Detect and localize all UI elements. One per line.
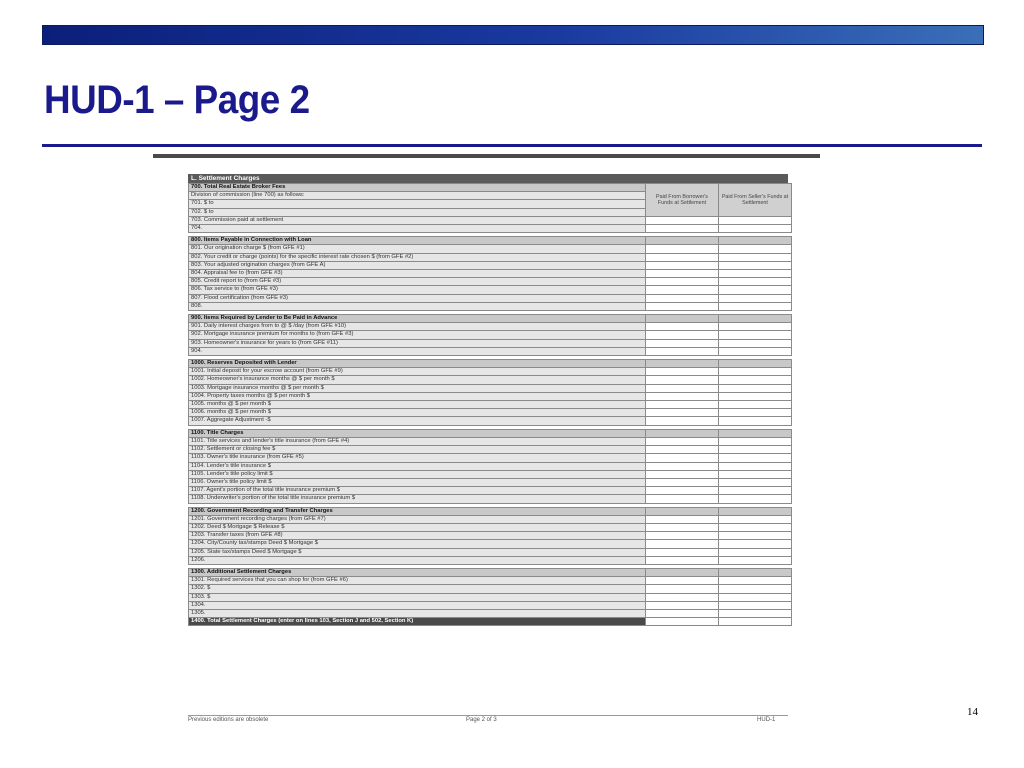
line-item-label: 808. — [189, 302, 646, 310]
line-item-label: 1006. months @ $ per month $ — [189, 409, 646, 417]
line-item-label: 1004. Property taxes months @ $ per month $ — [189, 392, 646, 400]
amount-cell-seller[interactable] — [719, 454, 792, 462]
amount-cell-seller[interactable] — [719, 601, 792, 609]
hud1-form-page — [188, 174, 788, 626]
group-header-label: 900. Items Required by Lender to Be Paid in Advance — [189, 315, 646, 323]
amount-cell-seller[interactable] — [719, 556, 792, 564]
amount-cell-seller[interactable] — [719, 347, 792, 355]
amount-cell-seller[interactable] — [719, 278, 792, 286]
amount-cell-seller[interactable] — [719, 339, 792, 347]
line-item-row — [189, 495, 792, 503]
line-item-row — [189, 437, 792, 445]
line-item-row — [189, 593, 792, 601]
amount-cell-seller[interactable] — [719, 585, 792, 593]
footer-form-name: HUD-1 — [757, 717, 776, 723]
amount-cell-seller[interactable] — [719, 302, 792, 310]
line-item-row — [189, 556, 792, 564]
amount-cell-borrower[interactable] — [646, 417, 719, 425]
amount-cell-borrower — [646, 507, 719, 515]
amount-cell-borrower[interactable] — [646, 401, 719, 409]
column-header-seller: Paid From Seller's Funds at Settlement — [719, 184, 792, 217]
line-item-label: 903. Homeowner's insurance for years to (from GFE #11) — [189, 339, 646, 347]
group-header-row — [189, 315, 792, 323]
amount-cell-borrower[interactable] — [646, 216, 719, 224]
line-item-label: 904. — [189, 347, 646, 355]
footer-obsolete-note: Previous editions are obsolete — [188, 717, 269, 723]
amount-cell-seller[interactable] — [719, 478, 792, 486]
amount-cell-borrower[interactable] — [646, 609, 719, 617]
line-item-label: 1108. Underwriter's portion of the total title insurance premium $ — [189, 495, 646, 503]
slide-page-number: 14 — [967, 706, 978, 718]
line-item-row — [189, 376, 792, 384]
amount-cell-seller[interactable] — [719, 270, 792, 278]
amount-cell-seller — [719, 360, 792, 368]
amount-cell-borrower[interactable] — [646, 548, 719, 556]
amount-cell-seller[interactable] — [719, 609, 792, 617]
amount-cell-borrower[interactable] — [646, 601, 719, 609]
amount-cell-seller[interactable] — [719, 245, 792, 253]
amount-cell-seller[interactable] — [719, 286, 792, 294]
amount-cell-seller — [719, 507, 792, 515]
line-item-label: 1202. Deed $ Mortgage $ Release $ — [189, 523, 646, 531]
total-cell-seller[interactable] — [719, 618, 792, 626]
line-item-row — [189, 478, 792, 486]
line-item-row — [189, 577, 792, 585]
amount-cell-seller[interactable] — [719, 523, 792, 531]
line-item-row — [189, 446, 792, 454]
line-item-label: 1106. Owner's title policy limit $ — [189, 478, 646, 486]
total-settlement-label: 1400. Total Settlement Charges (enter on lines 103, Section J and 502, Section K) — [189, 618, 646, 626]
amount-cell-seller[interactable] — [719, 470, 792, 478]
line-item-label: 1003. Mortgage insurance months @ $ per month $ — [189, 384, 646, 392]
amount-cell-borrower[interactable] — [646, 470, 719, 478]
amount-cell-seller[interactable] — [719, 376, 792, 384]
group-header-label: 1100. Title Charges — [189, 429, 646, 437]
total-settlement-row — [189, 618, 792, 626]
line-item-row — [189, 286, 792, 294]
amount-cell-borrower[interactable] — [646, 384, 719, 392]
top-banner-bar — [42, 25, 984, 45]
amount-cell-borrower[interactable] — [646, 446, 719, 454]
line-item-label: 807. Flood certification (from GFE #3) — [189, 294, 646, 302]
amount-cell-borrower[interactable] — [646, 515, 719, 523]
amount-cell-seller[interactable] — [719, 487, 792, 495]
amount-cell-borrower[interactable] — [646, 286, 719, 294]
amount-cell-seller[interactable] — [719, 225, 792, 233]
document-top-rule — [153, 154, 820, 158]
amount-cell-seller[interactable] — [719, 323, 792, 331]
amount-cell-borrower[interactable] — [646, 302, 719, 310]
group-header-label: 1000. Reserves Deposited with Lender — [189, 360, 646, 368]
amount-cell-seller[interactable] — [719, 253, 792, 261]
line-item-row — [189, 487, 792, 495]
line-item-label: 1107. Agent's portion of the total title insurance premium $ — [189, 487, 646, 495]
line-item-label: 1302. $ — [189, 585, 646, 593]
line-item-row — [189, 515, 792, 523]
line-item-label: Division of commission (line 700) as follows: — [189, 192, 646, 200]
amount-cell-borrower[interactable] — [646, 339, 719, 347]
line-item-row — [189, 523, 792, 531]
line-item-label: 902. Mortgage insurance premium for months to (from GFE #3) — [189, 331, 646, 339]
amount-cell-borrower — [646, 315, 719, 323]
line-item-row — [189, 245, 792, 253]
amount-cell-borrower[interactable] — [646, 270, 719, 278]
line-item-row — [189, 253, 792, 261]
line-item-row — [189, 532, 792, 540]
line-item-label: 704. — [189, 225, 646, 233]
line-item-label: 703. Commission paid at settlement — [189, 216, 646, 224]
group-header-row — [189, 507, 792, 515]
slide-title: HUD-1 – Page 2 — [44, 78, 310, 122]
line-item-row — [189, 270, 792, 278]
settlement-charges-table — [188, 183, 792, 626]
amount-cell-seller[interactable] — [719, 540, 792, 548]
amount-cell-borrower[interactable] — [646, 376, 719, 384]
line-item-row — [189, 339, 792, 347]
amount-cell-seller[interactable] — [719, 261, 792, 269]
amount-cell-seller[interactable] — [719, 593, 792, 601]
amount-cell-borrower[interactable] — [646, 294, 719, 302]
amount-cell-borrower[interactable] — [646, 523, 719, 531]
footer-page-indicator: Page 2 of 3 — [466, 717, 497, 723]
line-item-row — [189, 409, 792, 417]
amount-cell-seller[interactable] — [719, 495, 792, 503]
line-item-row — [189, 609, 792, 617]
line-item-row — [189, 417, 792, 425]
group-header-label: 1300. Additional Settlement Charges — [189, 568, 646, 576]
line-item-row — [189, 601, 792, 609]
amount-cell-borrower — [646, 429, 719, 437]
group-header-label: 800. Items Payable in Connection with Loan — [189, 237, 646, 245]
amount-cell-seller[interactable] — [719, 216, 792, 224]
line-item-label: 1201. Government recording charges (from GFE #7) — [189, 515, 646, 523]
line-item-label: 1305. — [189, 609, 646, 617]
amount-cell-borrower[interactable] — [646, 261, 719, 269]
group-header-row — [189, 429, 792, 437]
group-header-row — [189, 237, 792, 245]
title-underline — [42, 144, 982, 147]
line-item-row — [189, 294, 792, 302]
amount-cell-borrower — [646, 360, 719, 368]
settlement-charges-header: L. Settlement Charges — [188, 174, 788, 183]
line-item-row — [189, 401, 792, 409]
amount-cell-borrower[interactable] — [646, 392, 719, 400]
amount-cell-borrower[interactable] — [646, 478, 719, 486]
amount-cell-seller[interactable] — [719, 384, 792, 392]
amount-cell-borrower — [646, 568, 719, 576]
amount-cell-borrower[interactable] — [646, 331, 719, 339]
line-item-row — [189, 347, 792, 355]
line-item-label: 802. Your credit or charge (points) for the specific interest rate chosen $ (from GFE #2) — [189, 253, 646, 261]
amount-cell-borrower — [646, 237, 719, 245]
amount-cell-seller[interactable] — [719, 294, 792, 302]
amount-cell-borrower[interactable] — [646, 585, 719, 593]
line-item-label: 1204. City/County tax/stamps Deed $ Mortgage $ — [189, 540, 646, 548]
amount-cell-seller[interactable] — [719, 392, 792, 400]
line-item-row — [189, 392, 792, 400]
line-item-row — [189, 278, 792, 286]
line-item-label: 803. Your adjusted origination charges (from GFE A) — [189, 261, 646, 269]
amount-cell-borrower[interactable] — [646, 368, 719, 376]
amount-cell-seller[interactable] — [719, 437, 792, 445]
amount-cell-borrower[interactable] — [646, 347, 719, 355]
amount-cell-seller[interactable] — [719, 462, 792, 470]
line-item-label: 702. $ to — [189, 208, 646, 216]
line-item-row — [189, 548, 792, 556]
line-item-label: 1005. months @ $ per month $ — [189, 401, 646, 409]
amount-cell-borrower[interactable] — [646, 323, 719, 331]
line-item-label: 1105. Lender's title policy limit $ — [189, 470, 646, 478]
line-item-label: 806. Tax service to (from GFE #3) — [189, 286, 646, 294]
line-item-label: 1303. $ — [189, 593, 646, 601]
line-item-label: 1206. — [189, 556, 646, 564]
amount-cell-borrower[interactable] — [646, 278, 719, 286]
line-item-row — [189, 470, 792, 478]
amount-cell-borrower[interactable] — [646, 245, 719, 253]
column-header-borrower: Paid From Borrower's Funds at Settlement — [646, 184, 719, 217]
line-item-row — [189, 261, 792, 269]
amount-cell-borrower[interactable] — [646, 462, 719, 470]
amount-cell-borrower[interactable] — [646, 437, 719, 445]
footer-rule — [188, 715, 788, 716]
amount-cell-seller[interactable] — [719, 401, 792, 409]
line-item-row — [189, 368, 792, 376]
line-item-row — [189, 302, 792, 310]
line-item-row — [189, 216, 792, 224]
amount-cell-seller — [719, 315, 792, 323]
amount-cell-seller[interactable] — [719, 409, 792, 417]
amount-cell-borrower[interactable] — [646, 532, 719, 540]
amount-cell-borrower[interactable] — [646, 253, 719, 261]
line-item-label: 1001. Initial deposit for your escrow account (from GFE #9) — [189, 368, 646, 376]
amount-cell-borrower[interactable] — [646, 593, 719, 601]
group-header-row — [189, 184, 792, 192]
line-item-row — [189, 384, 792, 392]
group-header-row — [189, 568, 792, 576]
amount-cell-seller[interactable] — [719, 368, 792, 376]
amount-cell-borrower[interactable] — [646, 556, 719, 564]
line-item-label: 1304. — [189, 601, 646, 609]
amount-cell-seller — [719, 568, 792, 576]
amount-cell-seller[interactable] — [719, 446, 792, 454]
amount-cell-seller[interactable] — [719, 532, 792, 540]
line-item-row — [189, 323, 792, 331]
line-item-row — [189, 454, 792, 462]
amount-cell-borrower[interactable] — [646, 487, 719, 495]
amount-cell-seller[interactable] — [719, 417, 792, 425]
amount-cell-seller[interactable] — [719, 577, 792, 585]
amount-cell-seller — [719, 429, 792, 437]
amount-cell-borrower[interactable] — [646, 409, 719, 417]
amount-cell-borrower[interactable] — [646, 540, 719, 548]
line-item-label: 1007. Aggregate Adjustment -$ — [189, 417, 646, 425]
line-item-label: 1102. Settlement or closing fee $ — [189, 446, 646, 454]
line-item-label: 1205. State tax/stamps Deed $ Mortgage $ — [189, 548, 646, 556]
line-item-label: 804. Appraisal fee to (from GFE #3) — [189, 270, 646, 278]
line-item-label: 801. Our origination charge $ (from GFE #1) — [189, 245, 646, 253]
line-item-row — [189, 540, 792, 548]
group-header-row — [189, 360, 792, 368]
amount-cell-borrower[interactable] — [646, 495, 719, 503]
line-item-label: 1104. Lender's title insurance $ — [189, 462, 646, 470]
line-item-label: 1301. Required services that you can shop for (from GFE #6) — [189, 577, 646, 585]
line-item-label: 1002. Homeowner's insurance months @ $ per month $ — [189, 376, 646, 384]
line-item-label: 1101. Title services and lender's title insurance (from GFE #4) — [189, 437, 646, 445]
line-item-label: 805. Credit report to (from GFE #3) — [189, 278, 646, 286]
line-item-label: 1203. Transfer taxes (from GFE #8) — [189, 532, 646, 540]
group-header-label: 700. Total Real Estate Broker Fees — [189, 184, 646, 192]
amount-cell-borrower[interactable] — [646, 225, 719, 233]
group-header-label: 1200. Government Recording and Transfer Charges — [189, 507, 646, 515]
line-item-row — [189, 585, 792, 593]
amount-cell-borrower[interactable] — [646, 577, 719, 585]
amount-cell-seller[interactable] — [719, 548, 792, 556]
total-cell-borrower[interactable] — [646, 618, 719, 626]
line-item-row — [189, 331, 792, 339]
amount-cell-seller — [719, 237, 792, 245]
line-item-label: 901. Daily interest charges from to @ $ /day (from GFE #10) — [189, 323, 646, 331]
line-item-label: 701. $ to — [189, 200, 646, 208]
amount-cell-seller[interactable] — [719, 331, 792, 339]
amount-cell-seller[interactable] — [719, 515, 792, 523]
line-item-label: 1103. Owner's title insurance (from GFE #5) — [189, 454, 646, 462]
line-item-row — [189, 225, 792, 233]
line-item-row — [189, 462, 792, 470]
amount-cell-borrower[interactable] — [646, 454, 719, 462]
